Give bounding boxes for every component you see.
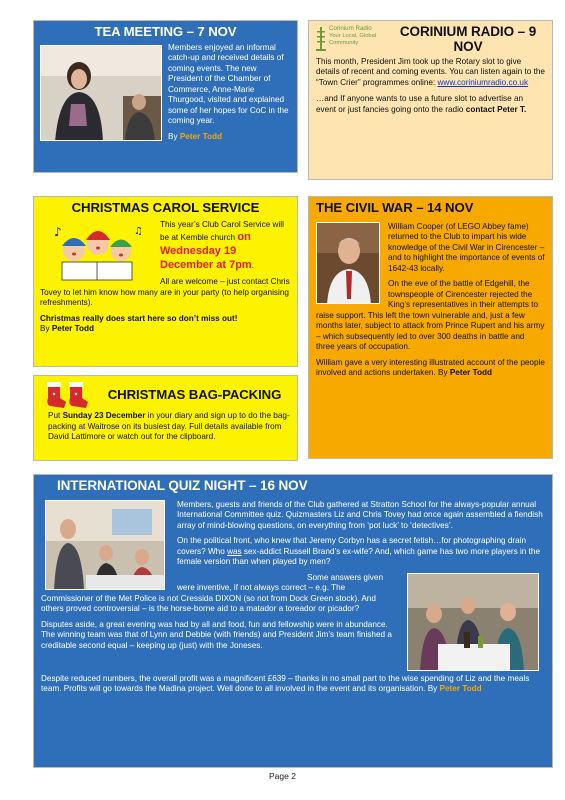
carol-service-article (33, 196, 298, 367)
civil-war-speaker-photo (316, 222, 380, 304)
carol-service-tagline: Christmas really does start here so don’t miss out! By Peter Todd (40, 313, 238, 334)
tea-meeting-article (33, 20, 298, 173)
civil-war-text-3: William gave a very interesting illustrated account of the people involved and actions undertaken. By Peter Todd (316, 357, 545, 378)
quiz-night-text-3: Some answers given were inventive, if not always correct – e.g. The Commissioner of the Met Police is not Cressida DIXON (so not from Dock Green stock). And others proved controversial – is the horse-borne aid to a matador a toreador or picador? (41, 572, 383, 614)
quiz-night-photo-2 (407, 573, 539, 671)
svg-text:♪: ♪ (54, 224, 62, 239)
corinium-radio-logo: Corinium Radio Your Local, Global Community (316, 25, 391, 51)
bag-packing-title: CHRISTMAS BAG-PACKING (107, 386, 282, 402)
corinium-radio-title: CORINIUM RADIO – 9 NOV (399, 24, 537, 54)
bag-packing-article (33, 375, 298, 461)
christmas-stocking-icon (40, 380, 94, 410)
corinium-radio-contact: …and If anyone wants to use a future slot to advertise an event or just fancies going onto the radio contact Peter T. (316, 94, 527, 114)
civil-war-text-2: On the eve of the battle of Edgehill, the townspeople of Cirencester rejected the King’s representatives in their attempts to raise support. This left the town vulnerable and, just a few months later, subject to attack from Prince Rupert and his army – which subsequently led to over 300 deaths in battle and three years of occupation. (316, 279, 545, 352)
svg-text:♫: ♫ (134, 225, 143, 237)
quiz-night-text-5: Despite reduced numbers, the overall profit was a magnificent £639 – thanks in no small part to the wise spending of Liz and the meals team. Profits will go towards the Madina project. Well done to all involved in the event and its organisation. By Peter Todd (41, 673, 530, 694)
carol-service-text: This year’s Club Carol Service will be at Kemble church on Wednesday 19 December at 7pm. (160, 219, 284, 272)
quiz-night-title: INTERNATIONAL QUIZ NIGHT – 16 NOV (57, 478, 308, 493)
tea-meeting-byline: By Peter Todd (168, 131, 222, 141)
corinium-radio-article (308, 20, 553, 180)
civil-war-title: THE CIVIL WAR – 14 NOV (316, 200, 474, 215)
quiz-night-text-2: On the political front, who knew that Jeremy Corbyn has a secret fetish…for photographing drain covers? Who was sex-addict Russell Brand’s ex-wife? And, which game has two more players in the female version than when played by men? (177, 536, 541, 567)
quiz-night-photo-1 (45, 500, 165, 590)
tea-meeting-text: Members enjoyed an informal catch-up and received details of coming events. The new President of the Chamber of Commerce, Anne-Marie Thurgood, visited and explained some of her hopes for CoC in the coming year. (168, 42, 289, 126)
quiz-night-text-1: Members, guests and friends of the Club gathered at Stratton School for the always-popular annual International Committee quiz. Quizmasters Liz and Chris Tovey had once again assembled a fiendish array of mind-blowing questions, on everything from ‘pot luck’ to ‘detectives’. (177, 499, 543, 530)
bag-packing-text: Put Sunday 23 December in your diary and sign up to do the bag-packing at Waitrose on its busiest day. Full details available from David Lattimore or watch out for the clipboard. (48, 411, 290, 441)
quiz-night-text-4: Disputes aside, a great evening was had by all and food, fun and fellowship were in abundance. The winning team was that of Lynn and Debbie (with friends) and President Jim’s team finished a creditable second equal – keeping up (just) with the Joneses. (41, 619, 392, 650)
quiz-night-article (33, 474, 553, 768)
tea-meeting-photo (40, 45, 162, 141)
tea-meeting-title: TEA MEETING – 7 NOV (94, 24, 237, 39)
page-number: Page 2 (269, 771, 296, 781)
carol-singers-illustration (48, 220, 146, 282)
civil-war-text-1: William Cooper (of LEGO Abbey fame) returned to the Club to impart his wide knowledge of the Civil War in Cirencester – and to highlight the importance of events of 1642-43 locally. (388, 221, 545, 273)
corinium-radio-text: This month, President Jim took up the Rotary slot to give details of recent and coming events. You can listen again to the “Town Crier” programmes online: www.coriniumradio.co.uk (316, 56, 545, 87)
carol-service-contact: All are welcome – just contact Chris Tovey to let him know how many are in your party (to help organising refreshments). (40, 277, 290, 308)
civil-war-article (308, 196, 553, 459)
corinium-radio-link[interactable]: www.coriniumradio.co.uk (437, 77, 529, 87)
radio-mast-icon (316, 27, 326, 51)
carol-service-title: CHRISTMAS CAROL SERVICE (71, 200, 260, 215)
